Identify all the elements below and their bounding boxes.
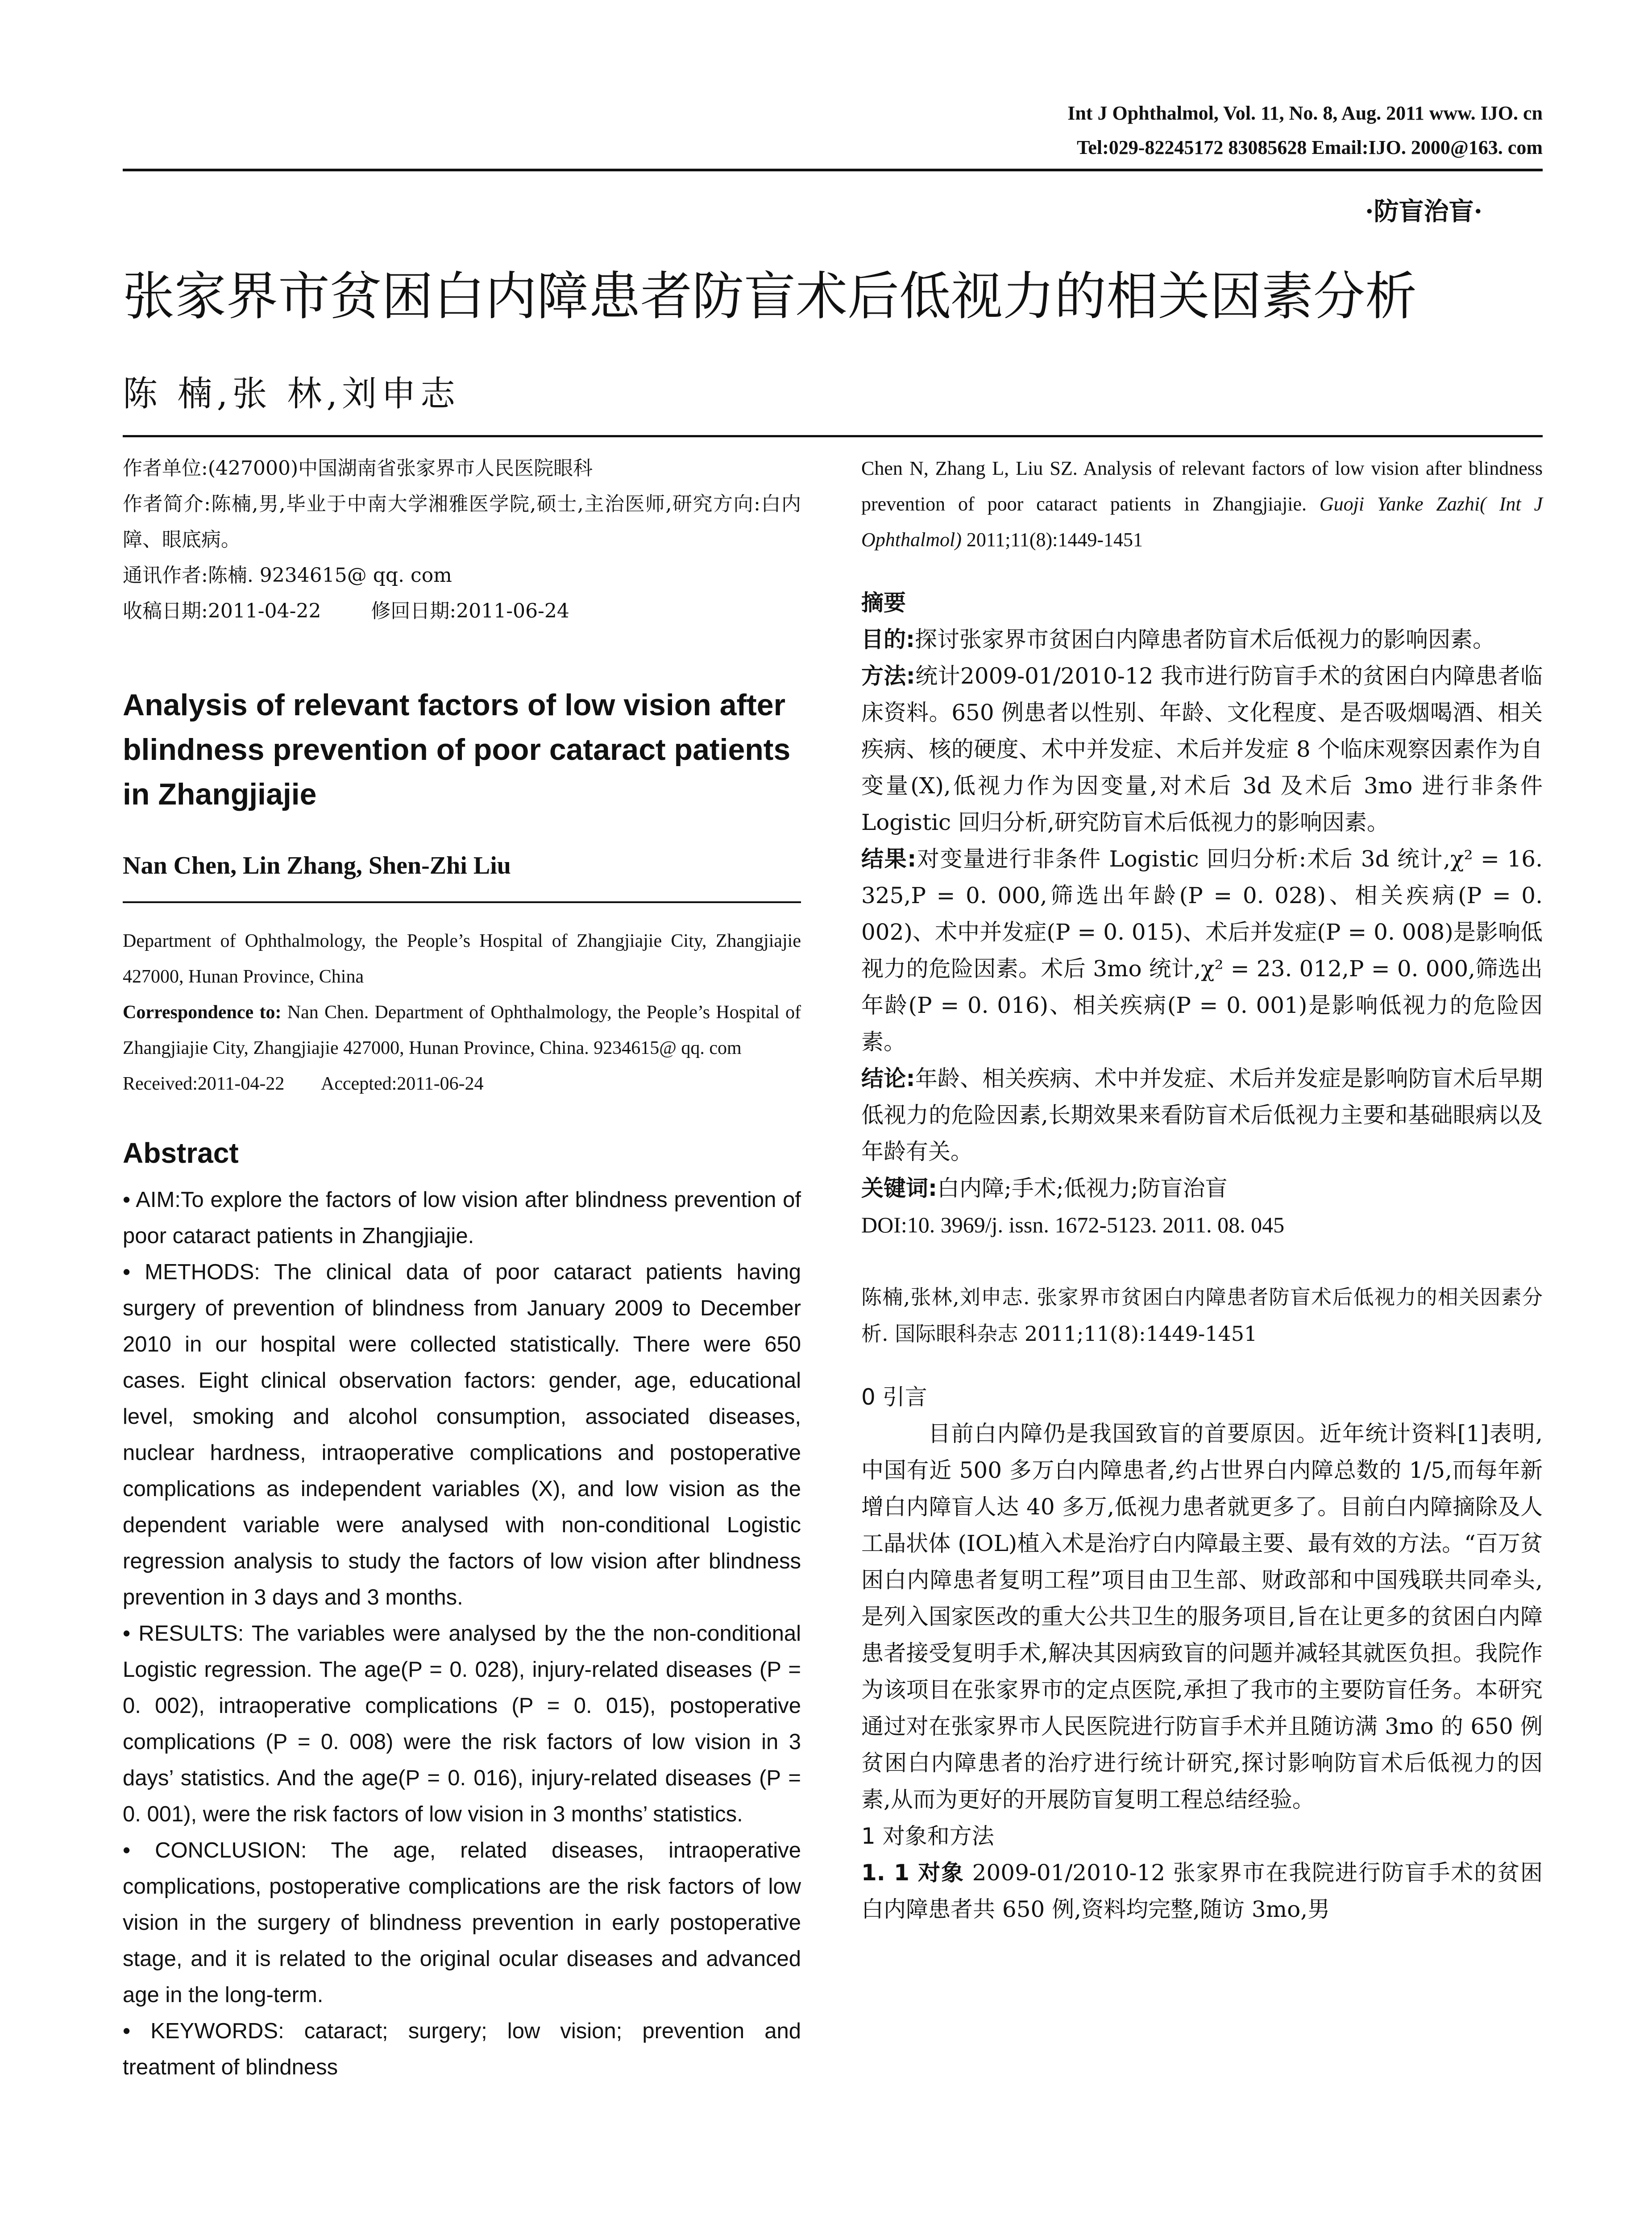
abstract-results-en: • RESULTS: The variables were analysed by the the non-conditional Logistic regression. The age(P = 0. 028), injury-related diseases (P = 0. 002), intraoperative complications (P = 0. 015), postoperative complications (P = 0. 008) were the risk factors of low vision in 3 days’ statistics. And the age(P = 0. 016), injury-related diseases (P = 0. 001), were the risk factors of low vision in 3 months’ statistics. — [123, 1621, 801, 1826]
abstract-methods-en: • METHODS: The clinical data of poor cataract patients having surgery of prevention of blindness from January 2009 to December 2010 in our hospital were collected statistically. There were 650 cases. Eight clinical observation factors: gender, age, educational level, smoking and alcohol consumption, associated diseases, nuclear hardness, intraoperative complications and postoperative complications as independent variables (X), and low vision as the dependent variable were analysed with non-conditional Logistic regression analysis to study the factors of low vision after blindness prevention in 3 days and 3 months. — [123, 1260, 801, 1609]
abstract-keywords-label-cn: 关键词: — [861, 1175, 937, 1201]
dates-cn: 收稿日期:2011-04-22 修回日期:2011-06-24 — [123, 600, 569, 622]
author-bio-cn: 作者简介:陈楠,男,毕业于中南大学湘雅医学院,硕士,主治医师,研究方向:白内障、眼底病。 — [123, 493, 801, 551]
intro-heading: 0 引言 — [861, 1384, 927, 1410]
abstract-results-text-cn: 对变量进行非条件 Logistic 回归分析:术后 3d 统计,χ² = 16. 325,P = 0. 000,筛选出年龄(P = 0. 028)、相关疾病(P = 0. 002)、术中并发症(P = 0. 015)、术后并发症(P = 0. 008)是影响低视力的危险因素。术后 3mo 统计,χ² = 23. 012,P = 0. 000,筛选出年龄(P = 0. 016)、相关疾病(P = 0. 001)是影响低视力的危险因素。 — [861, 846, 1543, 1055]
affiliation-unit-cn: 作者单位:(427000)中国湖南省张家界市人民医院眼科 — [123, 457, 593, 480]
correspondence-en — [123, 995, 801, 1066]
article-title-cn: 张家界市贫困白内障患者防盲术后低视力的相关因素分析 — [123, 266, 1417, 327]
abstract-conclusion-label-cn: 结论: — [861, 1066, 915, 1091]
correspondence-label: Correspondence to: — [123, 1002, 282, 1023]
abstract-methods-label-cn: 方法: — [861, 663, 915, 689]
citation-en-journal: Guoji Yanke Zazhi( Int J Ophthalmol) — [861, 493, 1543, 551]
methods-heading: 1 对象和方法 — [861, 1823, 994, 1849]
abstract-results-label-cn: 结果: — [861, 846, 917, 872]
dates-en: Received:2011-04-22 Accepted:2011-06-24 — [123, 1074, 484, 1094]
abstract-aim-label-cn: 目的: — [861, 626, 915, 652]
abstract-conclusion-en: • CONCLUSION: The age, related diseases, intraoperative complications, postoperative complications are the risk factors of low vision in the surgery of blindness prevention in early postoperative stage, and it is related to the original ocular diseases and advanced age in the long-term. — [123, 1838, 801, 2007]
abstract-conclusion-text-cn: 年龄、相关疾病、术中并发症、术后并发症是影响防盲术后早期低视力的危险因素,长期效果来看防盲术后低视力主要和基础眼病以及年龄有关。 — [861, 1066, 1543, 1165]
abstract-heading-cn: 摘要 — [861, 590, 906, 616]
correspondence-text: Nan Chen. Department of Ophthalmology, the People’s Hospital of Zhangjiajie City, Zhangjiajie 427000, Hunan Province, China. 9234615@ qq. com — [123, 1002, 801, 1058]
authors-en-rule — [123, 901, 801, 903]
intro-text: 目前白内障仍是我国致盲的首要原因。近年统计资料[1]表明,中国有近 500 多万白内障患者,约占世界白内障总数的 1/5,而每年新增白内障盲人达 40 多万,低视力患者就更多了。目前白内障摘除及人工晶状体 (IOL)植入术是治疗白内障最主要、最有效的方法。“百万贫困白内障患者复明工程”项目由卫生部、财政部和中国残联共同牵头,是列入国家医改的重大公共卫生的服务项目,旨在让更多的贫困白内障患者接受复明手术,解决其因病致盲的问题并减轻其就医负担。我院作为该项目在张家界市的定点医院,承担了我市的主要防盲任务。本研究通过对在张家界市人民医院进行防盲手术并且随访满 3mo 的 650 例贫困白内障患者的治疗进行统计研究,探讨影响防盲术后低视力的因素,从而为更好的开展防盲复明工程总结经验。 — [861, 1421, 1543, 1812]
abstract-methods-cn — [861, 658, 1543, 841]
abstract-results-cn — [861, 841, 1543, 1060]
abstract-keywords-en: • KEYWORDS: cataract; surgery; low vision; prevention and treatment of blindness — [123, 2019, 801, 2079]
subjects-paragraph — [861, 1854, 1543, 1928]
right-column — [861, 451, 1543, 1928]
authors-cn: 陈 楠,张 林,刘申志 — [123, 374, 460, 414]
abstract-methods-text-cn: 统计2009-01/2010-12 我市进行防盲手术的贫困白内障患者临床资料。650 例患者以性别、年龄、文化程度、是否吸烟喝酒、相关疾病、核的硬度、术中并发症、术后并发症 8 个临床观察因素作为自变量(X),低视力作为因变量,对术后 3d 及术后 3mo 进行非条件 Logistic 回归分析,研究防盲术后低视力的影响因素。 — [861, 663, 1543, 835]
citation-en-text: Chen N, Zhang L, Liu SZ. Analysis of relevant factors of low vision after blindness prevention of poor cataract patients in Zhangjiajie. — [861, 457, 1543, 515]
section-tag: ·防盲治盲· — [1365, 197, 1482, 226]
abstract-aim-en: • AIM:To explore the factors of low vision after blindness prevention of poor cataract patients in Zhangjiajie. — [123, 1188, 801, 1248]
authors-rule — [123, 435, 1543, 437]
citation-en-volume: 2011;11(8):1449-1451 — [961, 529, 1143, 551]
citation-en — [861, 451, 1543, 558]
abstract-aim-text-cn: 探讨张家界市贫困白内障患者防盲术后低视力的影响因素。 — [915, 626, 1495, 652]
abstract-keywords-text-cn: 白内障;手术;低视力;防盲治盲 — [937, 1175, 1228, 1201]
subjects-text: 2009-01/2010-12 张家界市在我院进行防盲手术的贫困白内障患者共 650 例,资料均完整,随访 3mo,男 — [861, 1860, 1543, 1922]
affiliation-en: Department of Ophthalmology, the People’s Hospital of Zhangjiajie City, Zhangjiajie 427000, Hunan Province, China — [123, 931, 801, 987]
left-column — [123, 451, 801, 2086]
header-rule — [123, 169, 1543, 171]
authors-en: Nan Chen, Lin Zhang, Shen-Zhi Liu — [123, 852, 511, 879]
abstract-keywords-cn — [861, 1170, 1543, 1207]
abstract-aim-cn — [861, 621, 1543, 658]
abstract-heading-en: Abstract — [123, 1137, 239, 1169]
journal-citation-line: Int J Ophthalmol, Vol. 11, No. 8, Aug. 2011 www. IJO. cn — [1067, 102, 1543, 124]
citation-cn: 陈楠,张林,刘申志. 张家界市贫困白内障患者防盲术后低视力的相关因素分析. 国际眼科杂志 2011;11(8):1449-1451 — [861, 1285, 1543, 1346]
abstract-conclusion-cn — [861, 1060, 1543, 1170]
journal-contact-line: Tel:029-82245172 83085628 Email:IJO. 2000@163. com — [1077, 137, 1543, 158]
article-title-en: Analysis of relevant factors of low vision after blindness prevention of poor cataract patients in Zhangjiajie — [123, 688, 791, 811]
correspondence-cn: 通讯作者:陈楠. 9234615@ qq. com — [123, 564, 452, 587]
doi: DOI:10. 3969/j. issn. 1672-5123. 2011. 08. 045 — [861, 1212, 1285, 1237]
subjects-label: 1. 1 对象 — [861, 1860, 964, 1886]
